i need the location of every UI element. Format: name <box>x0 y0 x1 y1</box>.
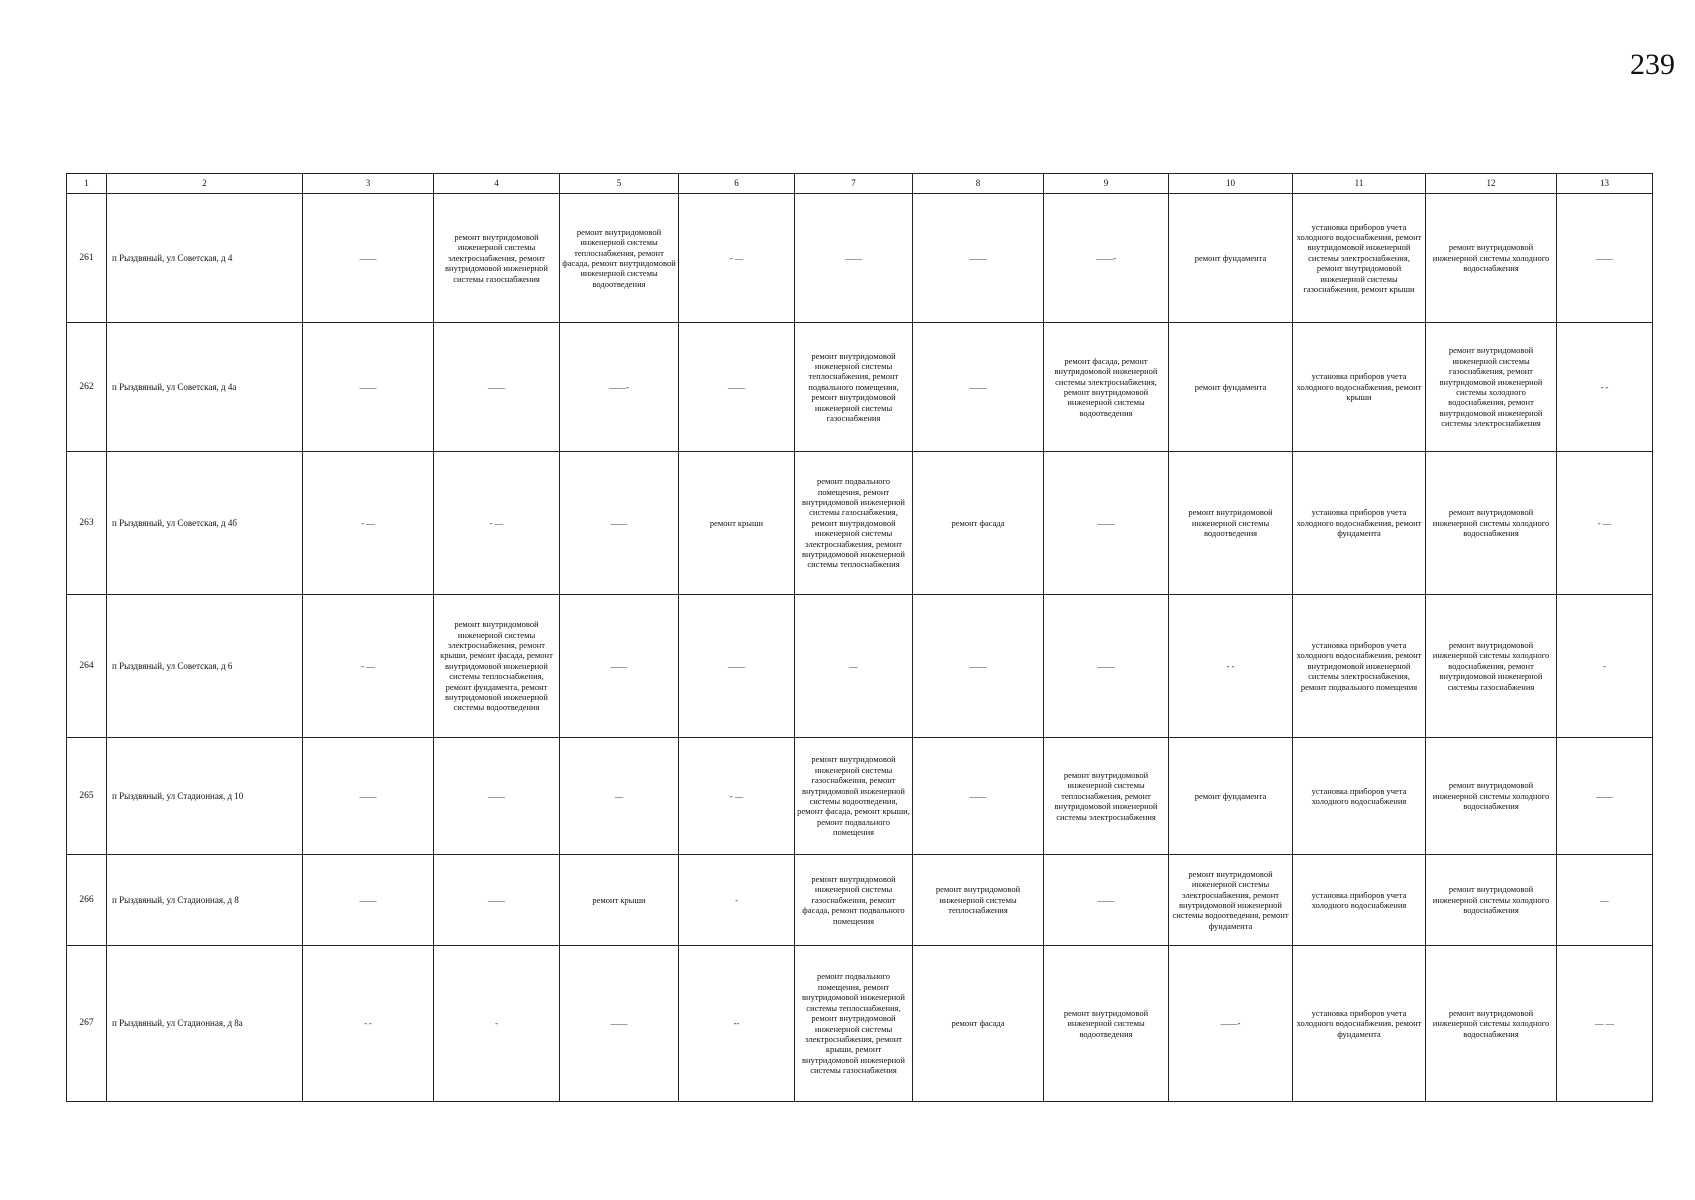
table-cell: —— <box>1044 595 1169 738</box>
table-cell: установка приборов учета холодного водоснабжения, ремонт фундамента <box>1293 452 1426 595</box>
row-number: 265 <box>67 738 107 855</box>
table-cell: ремонт фундамента <box>1169 194 1293 323</box>
table-cell: —— <box>1557 194 1653 323</box>
table-cell: ремонт внутридомовой инженерной системы газоснабжения, ремонт фасада, ремонт подвального помещения <box>795 855 913 946</box>
table-cell: ——- <box>1169 946 1293 1102</box>
table-cell: —— <box>913 595 1044 738</box>
table-cell: —— <box>434 323 560 452</box>
column-number-row <box>67 174 1653 194</box>
table-cell: ремонт внутридомовой инженерной системы газоснабжения, ремонт внутридомовой инженерной системы холодного водоснабжения, ремонт внутридомовой инженерной системы электроснабжения <box>1426 323 1557 452</box>
row-number: 261 <box>67 194 107 323</box>
table-cell: - — <box>1557 452 1653 595</box>
table-cell: ремонт внутридомовой инженерной системы холодного водоснабжения <box>1426 452 1557 595</box>
table-cell: —— <box>1044 452 1169 595</box>
row-number: 263 <box>67 452 107 595</box>
address-cell: п Рыздвяный, ул Советская, д 6 <box>107 595 303 738</box>
table-cell: —— <box>1044 855 1169 946</box>
table-cell: - <box>434 946 560 1102</box>
address-cell: п Рыздвяный, ул Стадионная, д 10 <box>107 738 303 855</box>
table-cell: - — <box>303 452 434 595</box>
table-cell: —— <box>913 194 1044 323</box>
table-cell: ремонт внутридомовой инженерной системы холодного водоснабжения <box>1426 855 1557 946</box>
table-cell: — <box>1557 855 1653 946</box>
table-cell: —— <box>303 855 434 946</box>
table-cell: ремонт фасада, ремонт внутридомовой инженерной системы электроснабжения, ремонт внутридомовой инженерной системы водоотведения <box>1044 323 1169 452</box>
table-cell: ремонт внутридомовой инженерной системы водоотведения <box>1044 946 1169 1102</box>
table-cell: - - <box>1169 595 1293 738</box>
table-cell: —— <box>679 595 795 738</box>
row-number: 266 <box>67 855 107 946</box>
table-cell: установка приборов учета холодного водоснабжения, ремонт крыши <box>1293 323 1426 452</box>
repair-schedule-table <box>66 173 1653 1102</box>
column-number: 10 <box>1169 174 1293 194</box>
table-cell: —— <box>303 323 434 452</box>
table-cell: —— <box>434 738 560 855</box>
row-number: 264 <box>67 595 107 738</box>
table-cell: ремонт фундамента <box>1169 323 1293 452</box>
column-number: 6 <box>679 174 795 194</box>
table-cell: ——- <box>1044 194 1169 323</box>
table-cell: - — <box>679 738 795 855</box>
table-cell: —— <box>434 855 560 946</box>
row-number: 267 <box>67 946 107 1102</box>
table-cell: ремонт внутридомовой инженерной системы холодного водоснабжения <box>1426 194 1557 323</box>
table-cell: ремонт внутридомовой инженерной системы электроснабжения, ремонт внутридомовой инженерной системы газоснабжения <box>434 194 560 323</box>
table-cell: -- <box>679 946 795 1102</box>
table-cell: - — <box>303 595 434 738</box>
table-row <box>67 194 1653 323</box>
table-cell: —— <box>560 452 679 595</box>
column-number: 11 <box>1293 174 1426 194</box>
table-cell: установка приборов учета холодного водоснабжения <box>1293 738 1426 855</box>
column-number: 12 <box>1426 174 1557 194</box>
table-cell: установка приборов учета холодного водоснабжения, ремонт фундамента <box>1293 946 1426 1102</box>
column-number: 8 <box>913 174 1044 194</box>
table-cell: - - <box>1557 323 1653 452</box>
table-cell: —— <box>560 946 679 1102</box>
table-cell: —— <box>913 323 1044 452</box>
address-cell: п Рыздвяный, ул Стадионная, д 8а <box>107 946 303 1102</box>
table-cell: - <box>679 855 795 946</box>
table-cell: ремонт фундамента <box>1169 738 1293 855</box>
table-cell: ремонт внутридомовой инженерной системы электроснабжения, ремонт крыши, ремонт фасада, ремонт внутридомовой инженерной системы теплоснабжения, ремонт фундамента, ремонт внутридомовой инженерной системы водоотведения <box>434 595 560 738</box>
table-cell: - — <box>679 194 795 323</box>
table-cell: ремонт внутридомовой инженерной системы холодного водоснабжения, ремонт внутридомовой инженерной системы газоснабжения <box>1426 595 1557 738</box>
table-cell: —— <box>303 194 434 323</box>
table-cell: установка приборов учета холодного водоснабжения, ремонт внутридомовой инженерной системы электроснабжения, ремонт внутридомовой инженерной системы газоснабжения, ремонт крыши <box>1293 194 1426 323</box>
column-number: 3 <box>303 174 434 194</box>
table-cell: ремонт внутридомовой инженерной системы электроснабжения, ремонт внутридомовой инженерной системы водоотведения, ремонт фундамента <box>1169 855 1293 946</box>
column-number: 5 <box>560 174 679 194</box>
table-row <box>67 323 1653 452</box>
table-cell: ремонт внутридомовой инженерной системы теплоснабжения, ремонт подвального помещения, ремонт внутридомовой инженерной системы газоснабжения <box>795 323 913 452</box>
table-cell: - <box>1557 595 1653 738</box>
table-cell: —— <box>303 738 434 855</box>
table-cell: установка приборов учета холодного водоснабжения, ремонт внутридомовой инженерной системы электроснабжения, ремонт подвального помещения <box>1293 595 1426 738</box>
table-cell: ремонт фасада <box>913 452 1044 595</box>
table-cell: ремонт внутридомовой инженерной системы теплоснабжения, ремонт внутридомовой инженерной системы электроснабжения <box>1044 738 1169 855</box>
table-row <box>67 595 1653 738</box>
table-cell: — <box>560 738 679 855</box>
table-cell: ремонт внутридомовой инженерной системы водоотведения <box>1169 452 1293 595</box>
table-cell: ремонт внутридомовой инженерной системы холодного водоснабжения <box>1426 946 1557 1102</box>
table-row <box>67 855 1653 946</box>
address-cell: п Рыздвяный, ул Советская, д 4б <box>107 452 303 595</box>
table-cell: —— <box>795 194 913 323</box>
page-number: 239 <box>1630 48 1675 81</box>
table-cell: ремонт внутридомовой инженерной системы теплоснабжения <box>913 855 1044 946</box>
address-cell: п Рыздвяный, ул Советская, д 4а <box>107 323 303 452</box>
address-cell: п Рыздвяный, ул Советская, д 4 <box>107 194 303 323</box>
table-row <box>67 946 1653 1102</box>
table-cell: ремонт подвального помещения, ремонт внутридомовой инженерной системы газоснабжения, ремонт внутридомовой инженерной системы электроснабжения, ремонт внутридомовой инженерной системы теплоснабжения <box>795 452 913 595</box>
address-cell: п Рыздвяный, ул Стадионная, д 8 <box>107 855 303 946</box>
table-row <box>67 738 1653 855</box>
table-cell: ремонт крыши <box>560 855 679 946</box>
column-number: 1 <box>67 174 107 194</box>
table-cell: - - <box>303 946 434 1102</box>
table-cell: ремонт фасада <box>913 946 1044 1102</box>
column-number: 9 <box>1044 174 1169 194</box>
table-cell: —— <box>1557 738 1653 855</box>
row-number: 262 <box>67 323 107 452</box>
table-cell: — — <box>1557 946 1653 1102</box>
table-cell: ——- <box>560 323 679 452</box>
table-cell: ремонт внутридомовой инженерной системы газоснабжения, ремонт внутридомовой инженерной системы водоотведения, ремонт фасада, ремонт крыши, ремонт подвального помещения <box>795 738 913 855</box>
table-cell: —— <box>913 738 1044 855</box>
column-number: 2 <box>107 174 303 194</box>
table-cell: —— <box>560 595 679 738</box>
column-number: 7 <box>795 174 913 194</box>
table-cell: ремонт подвального помещения, ремонт внутридомовой инженерной системы теплоснабжения, ремонт внутридомовой инженерной системы электроснабжения, ремонт крыши, ремонт внутридомовой инженерной системы газоснабжения <box>795 946 913 1102</box>
table-cell: установка приборов учета холодного водоснабжения <box>1293 855 1426 946</box>
table-row <box>67 452 1653 595</box>
table-cell: ремонт внутридомовой инженерной системы теплоснабжения, ремонт фасада, ремонт внутридомовой инженерной системы водоотведения <box>560 194 679 323</box>
column-number: 4 <box>434 174 560 194</box>
table-cell: — <box>795 595 913 738</box>
table-cell: ремонт внутридомовой инженерной системы холодного водоснабжения <box>1426 738 1557 855</box>
table-cell: - — <box>434 452 560 595</box>
column-number: 13 <box>1557 174 1653 194</box>
table-cell: —— <box>679 323 795 452</box>
table-cell: ремонт крыши <box>679 452 795 595</box>
